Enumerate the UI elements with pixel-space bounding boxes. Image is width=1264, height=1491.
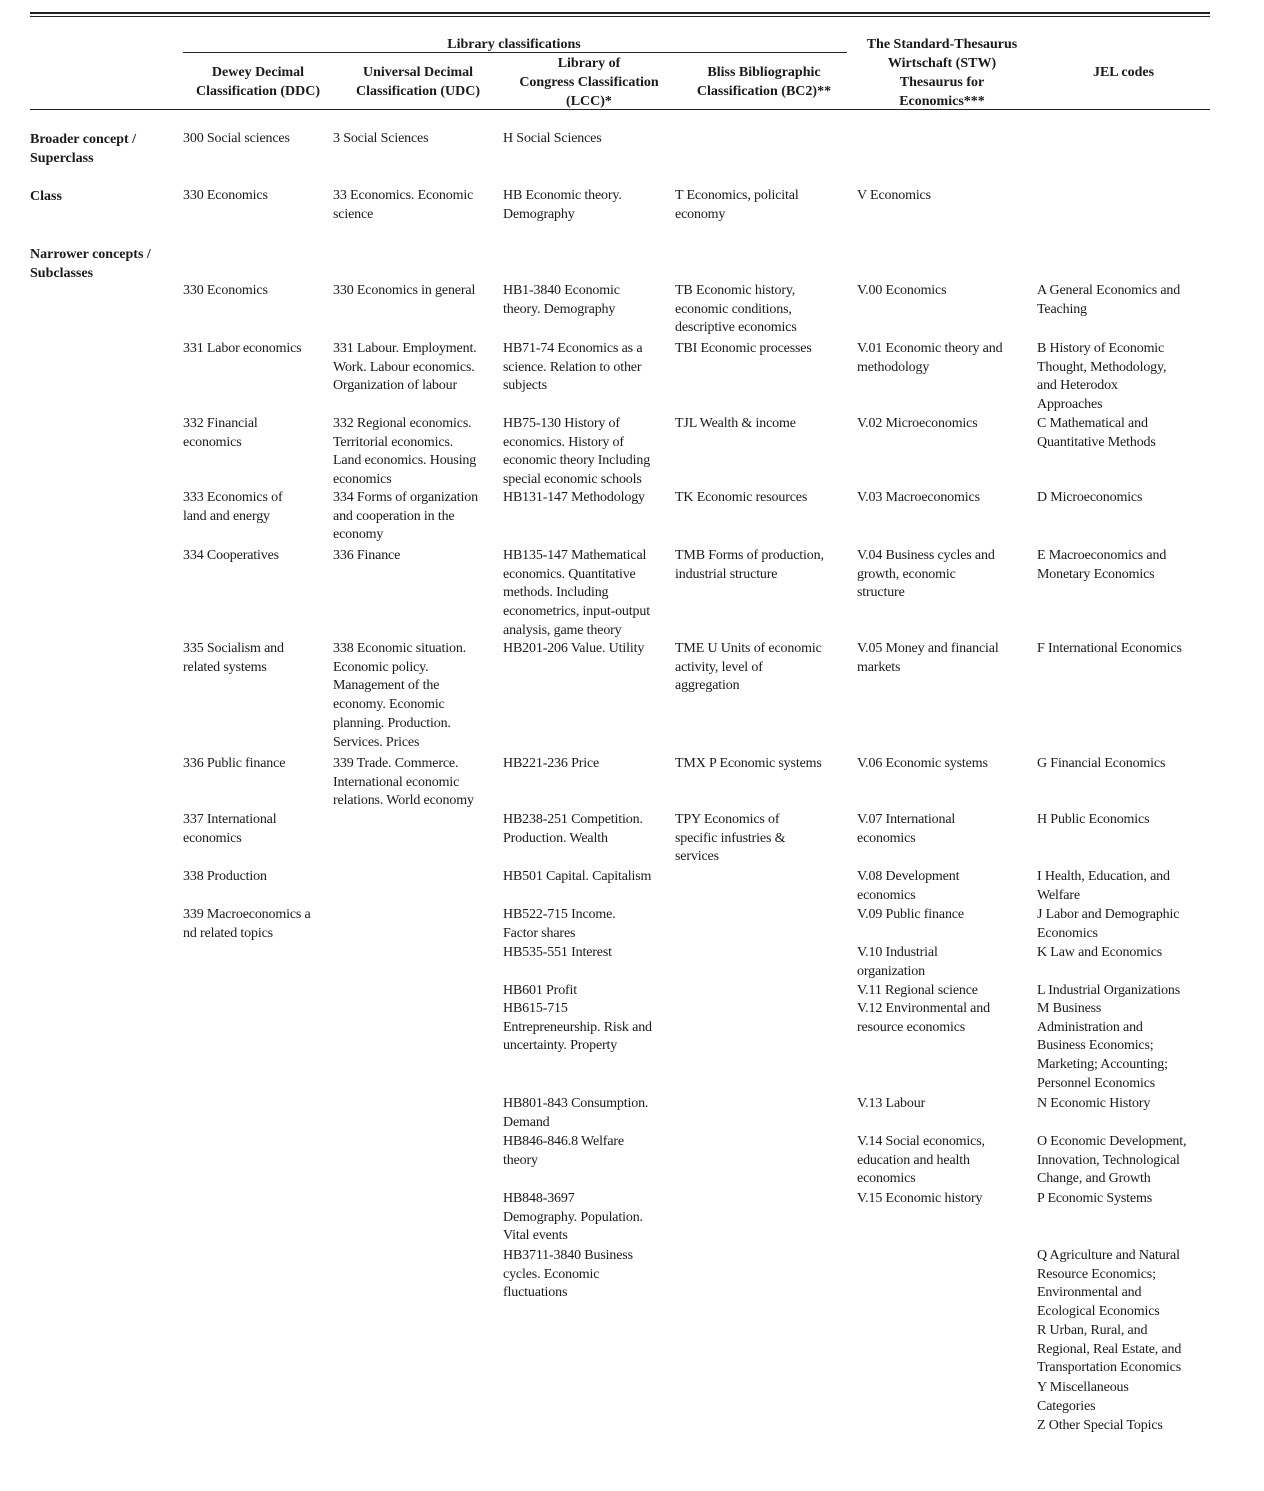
ddc-entry: 332 Financial economics	[183, 416, 258, 450]
jel-entry: J Labor and Demographic Economics	[1037, 907, 1180, 941]
lcc-entry: HB848-3697 Demography. Population. Vital events	[503, 1191, 643, 1244]
jel-entry: M Business Administration and Business Economics; Marketing; Accounting; Personnel Economics	[1037, 1001, 1168, 1091]
ddc-entry: 330 Economics	[183, 283, 268, 298]
udc-entry: 334 Forms of organization and cooperation in the economy	[333, 490, 478, 543]
group-rule	[183, 52, 847, 53]
group-title: Library classifications	[447, 37, 581, 52]
class-stw: V Economics	[857, 188, 931, 203]
udc-entry: 330 Economics in general	[333, 283, 476, 298]
jel-entry: I Health, Education, and Welfare	[1037, 869, 1170, 903]
jel-entry: R Urban, Rural, and Regional, Real Estate, and Transportation Economics	[1037, 1323, 1182, 1376]
jel-entry: C Mathematical and Quantitative Methods	[1037, 416, 1156, 450]
jel-entry: Q Agriculture and Natural Resource Economics; Environmental and Ecological Economics	[1037, 1248, 1180, 1320]
class-lcc: HB Economic theory. Demography	[503, 188, 622, 222]
bc2-entry: TJL Wealth & income	[675, 416, 796, 431]
ddc-entry: 338 Production	[183, 869, 267, 884]
stw-entry: V.15 Economic history	[857, 1191, 983, 1206]
top-rule-2	[30, 16, 1210, 17]
jel-entry: O Economic Development, Innovation, Technological Change, and Growth	[1037, 1134, 1187, 1187]
jel-entry: H Public Economics	[1037, 812, 1150, 827]
header-bottom-rule	[30, 109, 1210, 110]
stw-entry: V.06 Economic systems	[857, 756, 988, 771]
stw-entry: V.08 Development economics	[857, 869, 960, 903]
stw-entry: V.11 Regional science	[857, 983, 978, 998]
jel-entry: K Law and Economics	[1037, 945, 1163, 960]
lcc-entry: HB135-147 Mathematical economics. Quantitative methods. Including econometrics, input-output analysis, game theory	[503, 548, 650, 638]
col-header-udc: Universal Decimal Classification (UDC)	[355, 65, 481, 99]
class-udc: 33 Economics. Economic science	[333, 188, 474, 222]
stw-entry: V.03 Macroeconomics	[857, 490, 980, 505]
lcc-entry: HB1-3840 Economic theory. Demography	[503, 283, 620, 317]
col-header-stw: The Standard-Thesaurus Wirtschaft (STW) Thesaurus for Economics***	[866, 37, 1018, 109]
lcc-entry: HB615-715 Entrepreneurship. Risk and uncertainty. Property	[503, 1001, 652, 1054]
broader-lcc: H Social Sciences	[503, 131, 602, 146]
stw-entry: V.13 Labour	[857, 1096, 926, 1111]
jel-entry: P Economic Systems	[1037, 1191, 1153, 1206]
udc-entry: 336 Finance	[333, 548, 401, 563]
lcc-entry: HB846-846.8 Welfare theory	[503, 1134, 624, 1168]
col-header-ddc: Dewey Decimal Classification (DDC)	[195, 65, 321, 99]
lcc-entry: HB601 Profit	[503, 983, 578, 998]
ddc-entry: 337 International economics	[183, 812, 277, 846]
bc2-entry: TPY Economics of specific infustries & services	[675, 812, 786, 865]
row-label-broader: Broader concept / Superclass	[30, 132, 137, 166]
lcc-entry: HB131-147 Methodology	[503, 490, 645, 505]
stw-entry: V.04 Business cycles and growth, economic structure	[857, 548, 995, 601]
ddc-entry: 331 Labor economics	[183, 341, 302, 356]
jel-entry: L Industrial Organizations	[1037, 983, 1181, 998]
stw-entry: V.12 Environmental and resource economics	[857, 1001, 990, 1035]
stw-entry: V.09 Public finance	[857, 907, 964, 922]
stw-entry: V.01 Economic theory and methodology	[857, 341, 1003, 375]
broader-ddc: 300 Social sciences	[183, 131, 290, 146]
class-ddc: 330 Economics	[183, 188, 268, 203]
ddc-entry: 333 Economics of land and energy	[183, 490, 283, 524]
bc2-entry: TMB Forms of production, industrial structure	[675, 548, 824, 582]
udc-entry: 338 Economic situation. Economic policy. Management of the economy. Economic planning. Production. Services. Prices	[333, 641, 467, 750]
bc2-entry: TMX P Economic systems	[675, 756, 822, 771]
jel-entry: E Macroeconomics and Monetary Economics	[1037, 548, 1167, 582]
jel-entry: Y Miscellaneous Categories	[1037, 1380, 1129, 1414]
udc-entry: 332 Regional economics. Territorial economics. Land economics. Housing economics	[333, 416, 477, 488]
lcc-entry: HB801-843 Consumption. Demand	[503, 1096, 649, 1130]
stw-entry: V.07 International economics	[857, 812, 956, 846]
broader-udc: 3 Social Sciences	[333, 131, 429, 146]
lcc-entry: HB238-251 Competition. Production. Wealth	[503, 812, 643, 846]
col-header-jel: JEL codes	[1092, 65, 1155, 80]
stw-entry: V.02 Microeconomics	[857, 416, 978, 431]
jel-entry: A General Economics and Teaching	[1037, 283, 1181, 317]
jel-entry: D Microeconomics	[1037, 490, 1143, 505]
jel-entry: B History of Economic Thought, Methodology, and Heterodox Approaches	[1037, 341, 1167, 413]
top-rule	[30, 12, 1210, 14]
lcc-entry: HB3711-3840 Business cycles. Economic fluctuations	[503, 1248, 633, 1301]
row-label-class: Class	[30, 189, 62, 204]
udc-entry: 339 Trade. Commerce. International economic relations. World economy	[333, 756, 474, 809]
ddc-entry: 335 Socialism and related systems	[183, 641, 284, 675]
stw-entry: V.05 Money and financial markets	[857, 641, 999, 675]
row-label-narrower: Narrower concepts / Subclasses	[30, 247, 151, 281]
stw-entry: V.00 Economics	[857, 283, 947, 298]
jel-entry: G Financial Economics	[1037, 756, 1166, 771]
col-header-bc2: Bliss Bibliographic Classification (BC2)**	[696, 65, 832, 99]
ddc-entry: 339 Macroeconomics a nd related topics	[183, 907, 311, 941]
lcc-entry: HB535-551 Interest	[503, 945, 612, 960]
class-bc2: T Economics, policital economy	[675, 188, 799, 222]
lcc-entry: HB201-206 Value. Utility	[503, 641, 645, 656]
ddc-entry: 334 Cooperatives	[183, 548, 279, 563]
udc-entry: 331 Labour. Employment. Work. Labour economics. Organization of labour	[333, 341, 477, 394]
jel-entry: F International Economics	[1037, 641, 1182, 656]
lcc-entry: HB522-715 Income. Factor shares	[503, 907, 616, 941]
ddc-entry: 336 Public finance	[183, 756, 286, 771]
bc2-entry: TB Economic history, economic conditions, descriptive economics	[675, 283, 797, 336]
bc2-entry: TME U Units of economic activity, level of aggregation	[675, 641, 822, 694]
jel-entry: N Economic History	[1037, 1096, 1151, 1111]
bc2-entry: TBI Economic processes	[675, 341, 812, 356]
lcc-entry: HB71-74 Economics as a science. Relation to other subjects	[503, 341, 643, 394]
bc2-entry: TK Economic resources	[675, 490, 808, 505]
stw-entry: V.10 Industrial organization	[857, 945, 938, 979]
lcc-entry: HB75-130 History of economics. History of economic theory Including special economic schools	[503, 416, 651, 488]
col-header-lcc: Library of Congress Classification (LCC)*	[519, 56, 659, 109]
lcc-entry: HB501 Capital. Capitalism	[503, 869, 652, 884]
stw-entry: V.14 Social economics, education and health economics	[857, 1134, 985, 1187]
lcc-entry: HB221-236 Price	[503, 756, 600, 771]
jel-entry: Z Other Special Topics	[1037, 1418, 1163, 1433]
